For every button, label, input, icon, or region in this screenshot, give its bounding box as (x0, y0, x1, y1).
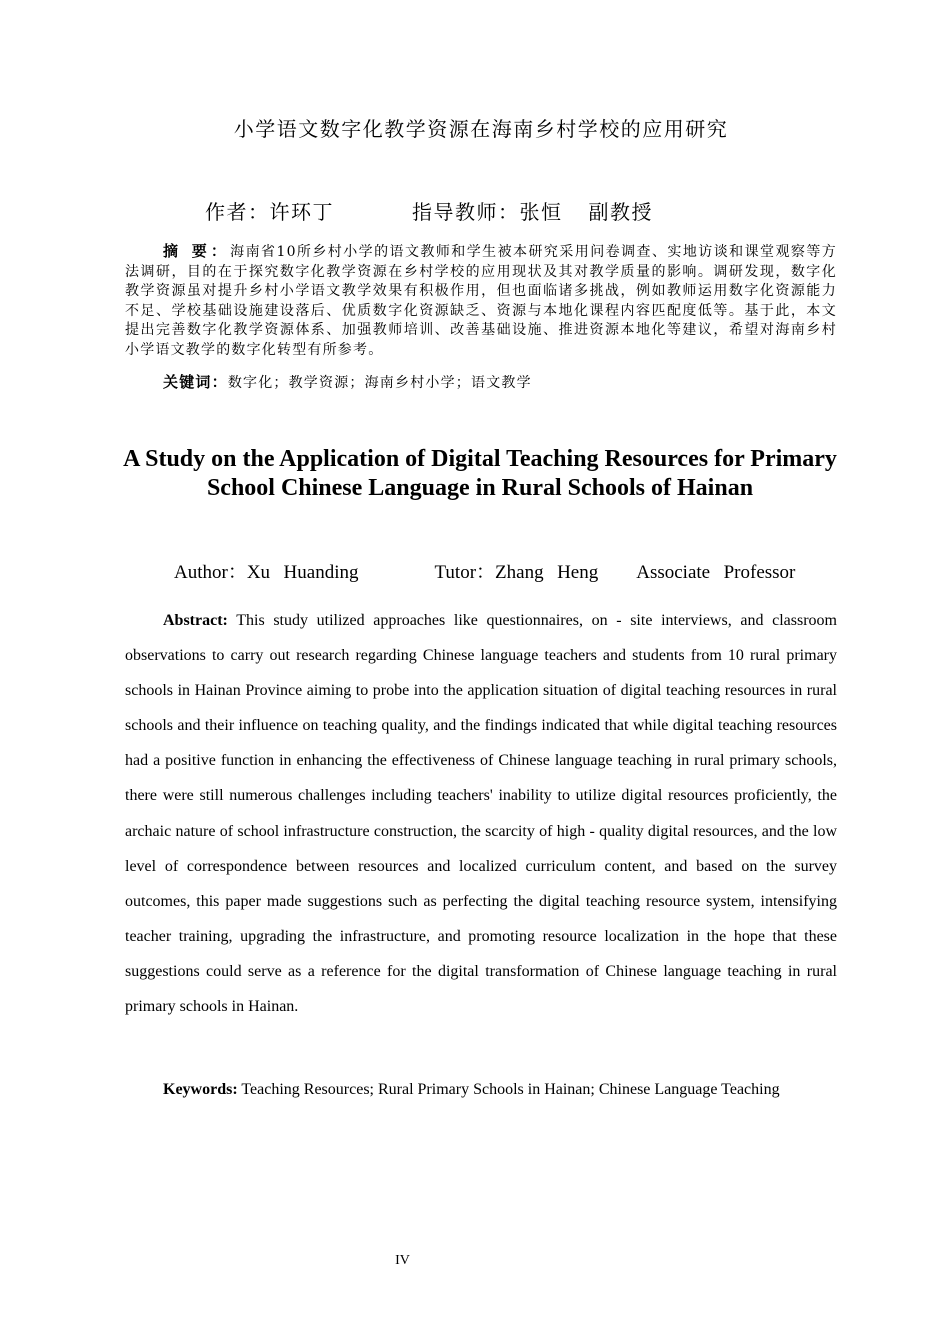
chinese-tutor-rank: 副教授 (588, 200, 653, 224)
english-tutor: Tutor：Zhang Heng (434, 562, 599, 583)
english-title: A Study on the Application of Digital Teaching Resources for Primary School Chinese Language in Rural Schools of Hainan (123, 446, 837, 501)
english-tutor-rank: Associate Professor (636, 562, 796, 583)
chinese-author-line (205, 196, 805, 225)
chinese-keywords-text: 数字化；教学资源；海南乡村小学；语文教学 (227, 375, 532, 391)
chinese-keywords-label: 关键词： (163, 373, 228, 391)
english-abstract (125, 603, 837, 1024)
english-keywords-text: Teaching Resources; Rural Primary Schools in Hainan; Chinese Language Teaching (241, 1081, 780, 1098)
english-author-line (174, 557, 874, 584)
chinese-author: 作者：许环丁 (205, 200, 334, 224)
english-author: Author：Xu Huanding (174, 562, 359, 583)
english-abstract-text: This study utilized approaches like questionnaires, on - site interviews, and classroom observations to carry out research regarding Chinese language teachers and students from 10 rural primary schools in Hainan Province aiming to probe into the application situation of digital teaching resources in rural schools and their influence on teaching quality, and the findings indicated that while digital teaching resources had a positive function in enhancing the effectiveness of Chinese language teaching in rural primary schools, there were still numerous challenges including teachers' inability to utilize digital resources proficiently, the archaic nature of school infrastructure construction, the scarcity of high - quality digital resources, and the low level of correspondence between resources and localized curriculum content, and based on the survey outcomes, this paper made suggestions such as perfecting the digital teaching resource system, intensifying teacher training, upgrading the infrastructure, and promoting resource localization in the hope that these suggestions could serve as a reference for the digital transformation of Chinese language teaching in rural primary schools in Hainan. (125, 612, 837, 1016)
page-number: IV (395, 1253, 410, 1268)
chinese-tutor: 指导教师：张恒 (412, 200, 563, 224)
chinese-abstract-label: 摘 要： (163, 242, 231, 260)
chinese-abstract (125, 242, 837, 360)
chinese-abstract-text: 海南省10所乡村小学的语文教师和学生被本研究采用问卷调查、实地访谈和课堂观察等方法调研，目的在于探究数字化教学资源在乡村学校的应用现状及其对教学质量的影响。调研发现，数字化教学资源虽对提升乡村小学语文教学效果有积极作用，但也面临诸多挑战，例如教师运用数字化资源能力不足、学校基础设施建设落后、优质数字化资源缺乏、资源与本地化课程内容匹配度低等。基于此，本文提出完善数字化教学资源体系、加强教师培训、改善基础设施、推进资源本地化等建议，希望对海南乡村小学语文教学的数字化转型有所参考。 (125, 244, 837, 358)
english-keywords (125, 1072, 837, 1107)
chinese-keywords (163, 371, 843, 392)
english-keywords-label: Keywords: (163, 1081, 238, 1098)
chinese-title: 小学语文数字化教学资源在海南乡村学校的应用研究 (233, 117, 729, 141)
english-abstract-label: Abstract: (163, 612, 228, 629)
